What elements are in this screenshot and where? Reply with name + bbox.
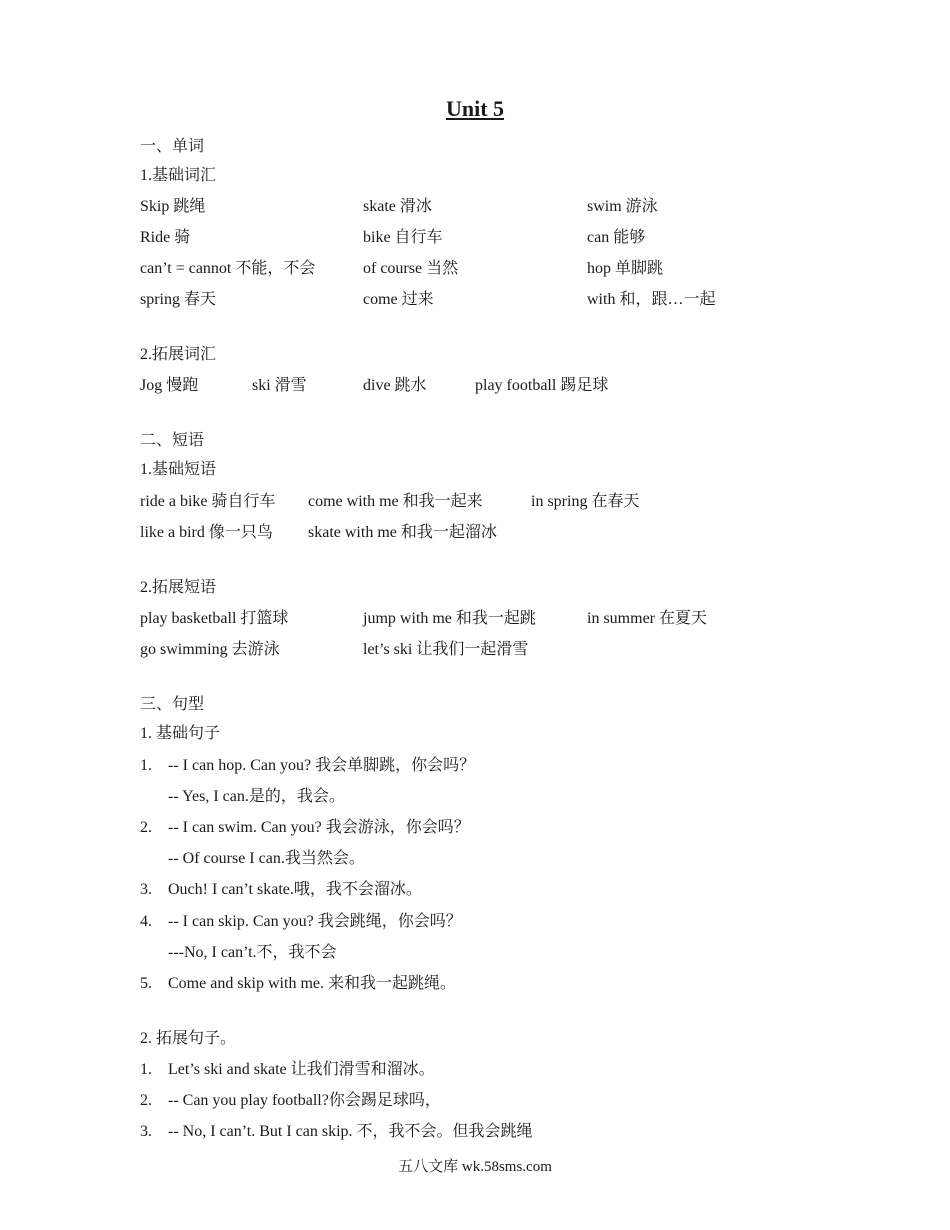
list-number: 2. xyxy=(140,819,152,836)
subheading-extended-vocab: 2.拓展词汇 xyxy=(140,346,217,363)
sentence-line: -- Yes, I can.是的，我会。 xyxy=(168,788,345,805)
list-number: 3. xyxy=(140,881,152,898)
section-heading-sentences: 三、句型 xyxy=(140,696,205,713)
vocab-item: spring 春天 xyxy=(140,291,217,308)
ext-sentence-line: -- No, I can’t. But I can skip. 不，我不会。但我会跳绳 xyxy=(168,1123,533,1140)
subheading-extended-sentences: 2. 拓展句子。 xyxy=(140,1030,237,1047)
vocab-item: can 能够 xyxy=(587,229,646,246)
list-number: 1. xyxy=(140,757,152,774)
ext-sentence-line: -- Can you play football?你会踢足球吗， xyxy=(168,1092,441,1109)
ext-phrase-item: let’s ski 让我们一起滑雪 xyxy=(363,641,529,658)
vocab-item: skate 滑冰 xyxy=(363,198,432,215)
subheading-basic-sentences: 1. 基础句子 xyxy=(140,725,221,742)
ext-phrase-item: go swimming 去游泳 xyxy=(140,641,280,658)
vocab-item: can’t = cannot 不能，不会 xyxy=(140,260,316,277)
ext-sentence-line: Let’s ski and skate 让我们滑雪和溜冰。 xyxy=(168,1061,435,1078)
sentence-line: ---No, I can’t.不，我不会 xyxy=(168,944,337,961)
vocab-item: bike 自行车 xyxy=(363,229,443,246)
page-title: Unit 5 xyxy=(445,96,505,121)
sentence-line: -- I can hop. Can you? 我会单脚跳，你会吗？ xyxy=(168,757,476,774)
sentence-line: Come and skip with me. 来和我一起跳绳。 xyxy=(168,975,456,992)
vocab-item: swim 游泳 xyxy=(587,198,658,215)
sentence-line: -- I can skip. Can you? 我会跳绳，你会吗？ xyxy=(168,913,462,930)
vocab-item: Skip 跳绳 xyxy=(140,198,206,215)
subheading-basic-phrases: 1.基础短语 xyxy=(140,461,217,478)
vocab-item: hop 单脚跳 xyxy=(587,260,664,277)
phrase-item: ride a bike 骑自行车 xyxy=(140,493,276,510)
list-number: 5. xyxy=(140,975,152,992)
vocab-item: come 过来 xyxy=(363,291,434,308)
phrase-item: skate with me 和我一起溜冰 xyxy=(308,524,497,541)
ext-phrase-item: in summer 在夏天 xyxy=(587,610,707,627)
list-number: 3. xyxy=(140,1123,152,1140)
section-heading-words: 一、单词 xyxy=(140,138,205,155)
ext-vocab-item: play football 踢足球 xyxy=(475,377,609,394)
list-number: 4. xyxy=(140,913,152,930)
sentence-line: -- I can swim. Can you? 我会游泳，你会吗？ xyxy=(168,819,470,836)
ext-phrase-item: jump with me 和我一起跳 xyxy=(363,610,536,627)
list-number: 2. xyxy=(140,1092,152,1109)
ext-phrase-item: play basketball 打篮球 xyxy=(140,610,289,627)
sentence-line: Ouch! I can’t skate.哦，我不会溜冰。 xyxy=(168,881,422,898)
ext-vocab-item: dive 跳水 xyxy=(363,377,427,394)
subheading-extended-phrases: 2.拓展短语 xyxy=(140,579,217,596)
sentence-line: -- Of course I can.我当然会。 xyxy=(168,850,365,867)
subheading-basic-vocab: 1.基础词汇 xyxy=(140,167,217,184)
ext-vocab-item: ski 滑雪 xyxy=(252,377,307,394)
section-heading-phrases: 二、短语 xyxy=(140,432,205,449)
vocab-item: of course 当然 xyxy=(363,260,459,277)
footer-watermark: 五八文库 wk.58sms.com xyxy=(398,1159,552,1175)
phrase-item: in spring 在春天 xyxy=(531,493,640,510)
ext-vocab-item: Jog 慢跑 xyxy=(140,377,199,394)
list-number: 1. xyxy=(140,1061,152,1078)
phrase-item: like a bird 像一只鸟 xyxy=(140,524,273,541)
vocab-item: Ride 骑 xyxy=(140,229,191,246)
phrase-item: come with me 和我一起来 xyxy=(308,493,483,510)
vocab-item: with 和，跟…一起 xyxy=(587,291,716,308)
